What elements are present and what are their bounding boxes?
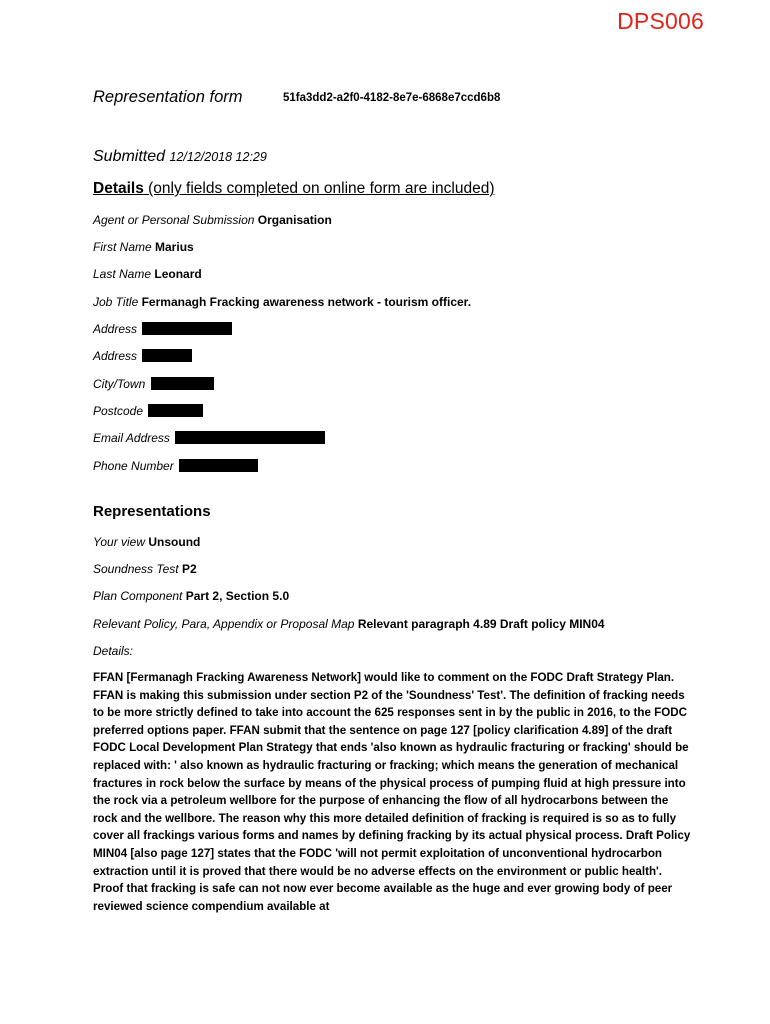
- field-value: Unsound: [148, 535, 201, 549]
- field-details-label: [93, 643, 133, 659]
- field-label: Email Address: [93, 431, 170, 445]
- field-label: Address: [93, 349, 138, 363]
- field-job-title: [93, 294, 471, 310]
- field-soundness-test: [93, 561, 197, 577]
- submitted-line: [93, 148, 267, 166]
- submitted-datetime: 12/12/2018 12:29: [169, 150, 267, 164]
- field-label: Postcode: [93, 404, 144, 418]
- reference-stamp: DPS006: [617, 8, 704, 34]
- redaction-block: [148, 404, 203, 417]
- redaction-block: [142, 349, 192, 362]
- field-label: Your view: [93, 535, 146, 549]
- form-label: Representation form: [93, 88, 243, 106]
- details-heading: [93, 180, 495, 198]
- field-agent-or-personal: [93, 212, 332, 228]
- field-label: Relevant Policy, Para, Appendix or Proposal Map: [93, 617, 355, 631]
- field-address-2: [93, 348, 192, 364]
- field-label: City/Town: [93, 377, 146, 391]
- field-address-1: [93, 321, 232, 337]
- representation-details-text: FFAN [Fermanagh Fracking Awareness Network] would like to comment on the FODC Draft Strategy Plan. FFAN is making this submission under section P2 of the 'Soundness' Test'. The definition of fracking needs to be more strictly defined to take into account the 625 responses sent in by the public in 2016, to the FODC preferred options paper. FFAN submit that the sentence on page 127 [policy clarification 4.89] of the draft FODC Local Development Plan Strategy that ends 'also known as hydraulic fracturing or fracking' should be replaced with: ' also known as hydraulic fracturing or fracking; which means the generation of mechanical fractures in rock below the surface by means of the physical process of pumping fluid at high pressure into the rock via a petroleum wellbore for the purpose of enhancing the flow of all hydrocarbons between the rock and the wellbore. The reason why this more detailed definition of fracking is required is so as to fully cover all frackings various forms and names by defining fracking by its actual physical process. Draft Policy MIN04 [also page 127] states that the FODC 'will not permit exploitation of unconventional hydrocarbon extraction until it is proved that there would be no adverse effects on the environment or public health'. Proof that fracking is safe can not now ever become available as the huge and ever growing body of peer reviewed science compendium available at: [93, 671, 691, 913]
- field-phone-number: [93, 458, 258, 474]
- field-last-name: [93, 266, 202, 282]
- field-label: Job Title: [93, 295, 139, 309]
- redaction-block: [142, 322, 232, 335]
- details-label: Details:: [93, 644, 134, 658]
- field-value: Fermanagh Fracking awareness network - tourism officer.: [141, 295, 472, 309]
- field-your-view: [93, 534, 200, 550]
- redaction-block: [179, 459, 258, 472]
- field-value: Part 2, Section 5.0: [185, 589, 290, 603]
- field-plan-component: [93, 588, 289, 604]
- field-email-address: [93, 430, 325, 446]
- field-label: Phone Number: [93, 459, 174, 473]
- redaction-block: [175, 431, 325, 444]
- field-first-name: [93, 239, 194, 255]
- field-value: Organisation: [257, 213, 332, 227]
- form-id: 51fa3dd2-a2f0-4182-8e7e-6868e7ccd6b8: [283, 92, 501, 104]
- field-city-town: [93, 376, 214, 392]
- submitted-label: Submitted: [93, 148, 166, 165]
- details-heading-note: (only fields completed on online form are included): [143, 180, 495, 197]
- field-postcode: [93, 403, 203, 419]
- field-value: Marius: [155, 240, 194, 254]
- field-relevant-policy: [93, 616, 605, 632]
- details-heading-title: Details: [93, 180, 144, 197]
- field-label: First Name: [93, 240, 152, 254]
- field-label: Address: [93, 322, 138, 336]
- representations-heading: Representations: [93, 503, 211, 520]
- field-label: Agent or Personal Submission: [93, 213, 255, 227]
- redaction-block: [151, 377, 214, 390]
- field-label: Last Name: [93, 267, 152, 281]
- field-label: Plan Component: [93, 589, 183, 603]
- field-value: Leonard: [154, 267, 202, 281]
- field-value: P2: [181, 562, 197, 576]
- field-label: Soundness Test: [93, 562, 179, 576]
- form-header: [93, 88, 713, 107]
- field-value: Relevant paragraph 4.89 Draft policy MIN04: [357, 617, 605, 631]
